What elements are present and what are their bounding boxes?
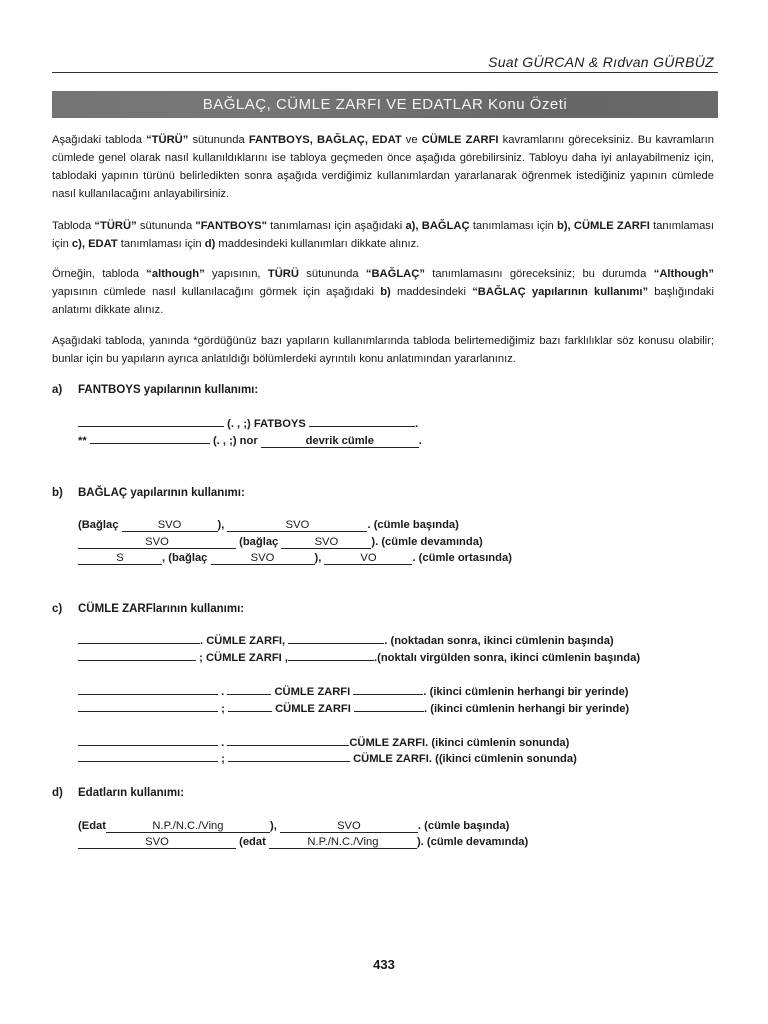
section-c-line-5: . CÜMLE ZARFI. (ikinci cümlenin sonunda) <box>78 737 569 749</box>
section-a-line-1: (. , ;) FATBOYS . <box>78 418 418 430</box>
section-a-letter: a) <box>52 384 63 396</box>
section-b-line-1: (Bağlaç SVO ), SVO . (cümle başında) <box>78 519 459 531</box>
section-c-line-6: ; CÜMLE ZARFI. ((ikinci cümlenin sonunda) <box>78 753 577 765</box>
section-c-line-4: ; CÜMLE ZARFI . (ikinci cümlenin herhangi bir yerinde) <box>78 703 629 715</box>
page-number: 433 <box>373 957 395 972</box>
section-d-letter: d) <box>52 787 63 799</box>
section-c-title: CÜMLE ZARFlarının kullanımı: <box>78 603 245 615</box>
section-c-line-2: ; CÜMLE ZARFI , .(noktalı virgülden sonra, ikinci cümlenin başında) <box>78 652 640 664</box>
intro-paragraph-1: Aşağıdaki tabloda “TÜRÜ” sütununda FANTBOYS, BAĞLAÇ, EDAT ve CÜMLE ZARFI kavramlarını göreceksiniz. Bu kavramların cümlede genel olarak nasıl kullanıldıklarını ise tabloya geçmeden önce aşağıda görebilirsiniz. Tabloyu daha iyi anlayabilmeniz için, tablodaki yapının türünü belirledikten sonra aşağıda verdiğimiz kullanımlardan yararlanarak öğrenmek istediğiniz yapının cümlede nasıl kullanılacağını anlayabilirsiniz. <box>52 134 714 200</box>
intro-paragraph-4: Aşağıdaki tabloda, yanında *gördüğünüz bazı yapıların kullanımlarında tabloda belirtemediğimiz bazı farklılıklar söz konusu olabilir; bunlar için bu yapıların ayrıca anlatıldığı bölümlerdeki ayrıntılı konu anlatımından yararlanınız. <box>52 335 714 365</box>
fill-devrik-cumle: devrik cümle <box>261 435 419 448</box>
section-c-line-3: . CÜMLE ZARFI . (ikinci cümlenin herhangi bir yerinde) <box>78 686 629 698</box>
intro-paragraph-3: Örneğin, tabloda “although” yapısının, TÜRÜ sütununda “BAĞLAÇ” tanımlamasını göreceksiniz; bu durumda “Although” yapısının cümlede nasıl kullanılacağını görmek için aşağıdaki b) maddesindeki “BAĞLAÇ yapılarının kullanımı” başlığındaki anlatımı dikkate alınız. <box>52 268 714 316</box>
header-rule <box>52 72 718 73</box>
section-c-line-1: . CÜMLE ZARFI, . (noktadan sonra, ikinci cümlenin başında) <box>78 635 614 647</box>
section-d-line-1: (Edat N.P./N.C./Ving ), SVO . (cümle başında) <box>78 820 510 832</box>
section-d-line-2: SVO (edat N.P./N.C./Ving ). (cümle devamında) <box>78 836 528 849</box>
section-d-title: Edatların kullanımı: <box>78 787 185 799</box>
section-c-letter: c) <box>52 603 63 615</box>
section-b-line-3: S , (bağlaç SVO ), VO . (cümle ortasında) <box>78 552 512 565</box>
section-b-letter: b) <box>52 487 63 499</box>
section-b-title: BAĞLAÇ yapılarının kullanımı: <box>78 487 245 499</box>
intro-paragraph-2: Tabloda “TÜRÜ” sütununda "FANTBOYS" tanımlaması için aşağıdaki a), BAĞLAÇ tanımlaması için b), CÜMLE ZARFI tanımlaması için c), EDAT tanımlaması için d) maddesindeki kullanımları dikkate alınız. <box>52 220 715 250</box>
section-b-line-2: SVO (bağlaç SVO ). (cümle devamında) <box>78 536 483 549</box>
title-banner <box>52 91 718 118</box>
section-a-title: FANTBOYS yapılarının kullanımı: <box>78 384 259 396</box>
section-a-line-2: ** (. , ;) nor devrik cümle . <box>78 435 422 447</box>
banner-title: BAĞLAÇ, CÜMLE ZARFI VE EDATLAR Konu Özeti <box>202 96 568 113</box>
author-header: Suat GÜRCAN & Rıdvan GÜRBÜZ <box>488 54 714 70</box>
